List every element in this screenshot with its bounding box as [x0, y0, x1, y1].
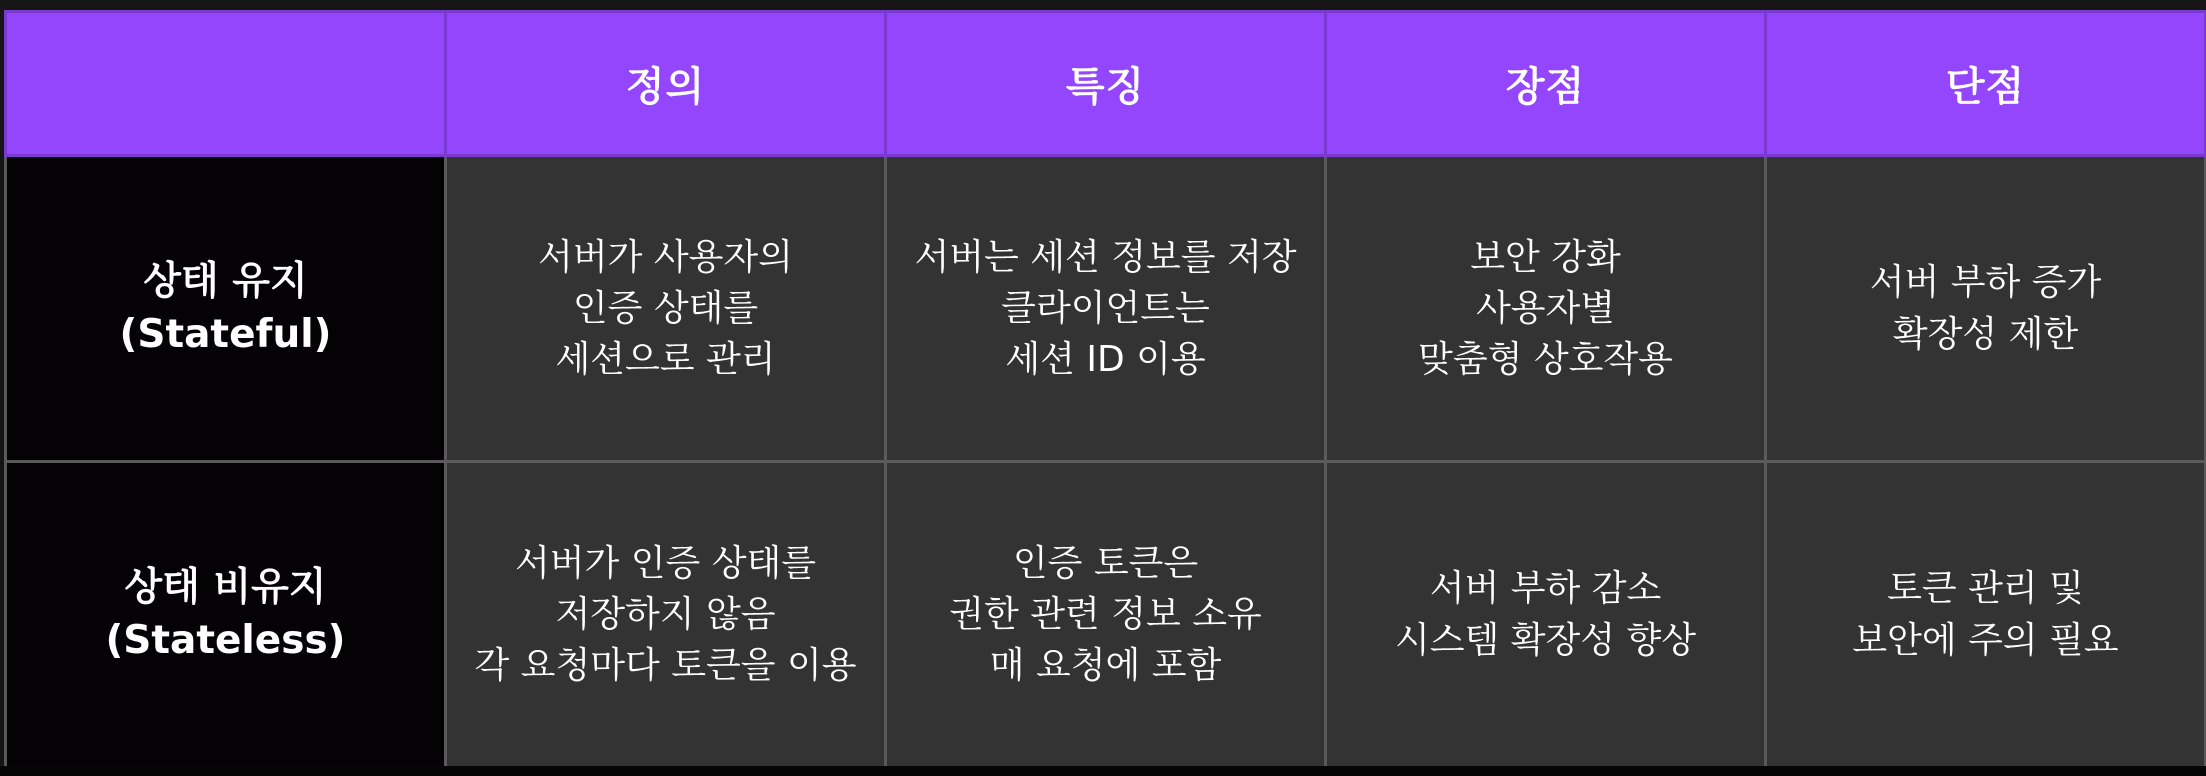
row-label-stateful: [6, 156, 446, 462]
row-label-stateless: [6, 462, 446, 768]
cell-line: 매 요청에 포함: [989, 645, 1222, 687]
cell-stateless-characteristics: [886, 462, 1326, 768]
cell-line: 세션으로 관리: [555, 339, 776, 381]
cell-line: 보안에 주의 필요: [1852, 619, 2119, 661]
header-row: [6, 12, 2206, 156]
cell-line: 서버는 세션 정보를 저장: [914, 236, 1297, 278]
row-label-line: (Stateful): [119, 311, 332, 357]
cell-line: 서버 부하 감소: [1429, 568, 1662, 610]
cell-stateful-advantages: [1326, 156, 1766, 462]
cell-line: 확장성 제한: [1892, 313, 2079, 355]
cell-line: 인증 상태를: [572, 287, 759, 329]
table-row-stateful: [6, 156, 2206, 462]
cell-line: 시스템 확장성 향상: [1394, 619, 1697, 661]
cell-line: 서버 부하 증가: [1869, 262, 2102, 304]
cell-line: 인증 토큰은: [1012, 542, 1199, 584]
cell-stateless-advantages: [1326, 462, 1766, 768]
cell-line: 사용자별: [1475, 287, 1616, 329]
row-label-line: 상태 비유지: [124, 564, 327, 610]
table-row-stateless: [6, 462, 2206, 768]
cell-stateful-definition: [446, 156, 886, 462]
header-characteristics: 특징: [886, 12, 1326, 156]
cell-line: 저장하지 않음: [555, 593, 776, 635]
cell-stateless-definition: [446, 462, 886, 768]
row-label-line: 상태 유지: [143, 258, 308, 304]
bottom-edge: [0, 766, 2206, 776]
corner-cell: [6, 12, 446, 156]
cell-line: 권한 관련 정보 소유: [949, 593, 1262, 635]
header-disadvantages: 단점: [1766, 12, 2206, 156]
cell-line: 클라이언트는: [1001, 287, 1210, 329]
row-label-line: (Stateless): [105, 617, 346, 663]
header-definition: 정의: [446, 12, 886, 156]
cell-stateless-disadvantages: [1766, 462, 2206, 768]
cell-line: 보안 강화: [1470, 236, 1621, 278]
cell-stateful-disadvantages: [1766, 156, 2206, 462]
cell-line: 토큰 관리 및: [1887, 568, 2084, 610]
cell-line: 서버가 인증 상태를: [514, 542, 817, 584]
cell-stateful-characteristics: [886, 156, 1326, 462]
header-advantages: 장점: [1326, 12, 1766, 156]
cell-line: 세션 ID 이용: [1005, 339, 1206, 381]
cell-line: 각 요청마다 토큰을 이용: [474, 645, 857, 687]
comparison-table-frame: [4, 10, 2204, 766]
cell-line: 서버가 사용자의: [538, 236, 793, 278]
cell-line: 맞춤형 상호작용: [1418, 339, 1673, 381]
comparison-table: [4, 10, 2206, 769]
